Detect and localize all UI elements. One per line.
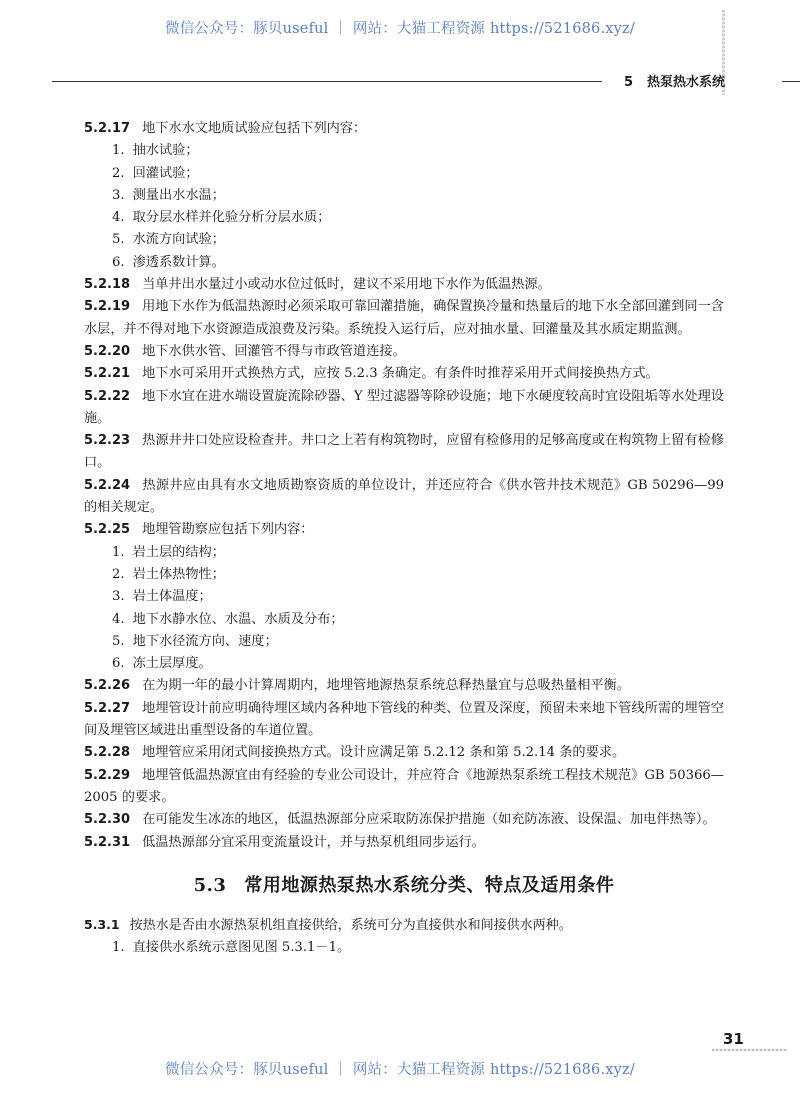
list-item-text: 渗透系数计算。 [132, 254, 225, 270]
clause-text: 热源井井口处应设检查井。井口之上若有构筑物时，应留有检修用的足够高度或在构筑物上留有检修口。 [84, 433, 724, 471]
clause-5-2-31 [84, 832, 724, 854]
clause-text: 地下水宜在进水端设置旋流除砂器、Y 型过滤器等除砂设施；地下水硬度较高时宜设阻垢等水处理设施。 [84, 388, 724, 426]
watermark-bottom: 微信公众号：豚贝useful ｜ 网站：大猫工程资源 https://521686.xyz/ [165, 1062, 635, 1078]
clause-5-2-29 [84, 765, 724, 810]
clause-5-2-20 [84, 341, 724, 363]
list-item-number: 2. [112, 165, 125, 181]
list-item-text: 冻土层厚度。 [132, 656, 212, 672]
section-title-text: 常用地源热泵热水系统分类、特点及适用条件 [244, 874, 615, 896]
list-item [84, 653, 724, 675]
page-number-ornament [712, 1049, 788, 1051]
clause-5-2-30 [84, 809, 724, 831]
clause-5-2-21 [84, 363, 724, 385]
list-item-number: 4. [112, 611, 125, 627]
list-item-number: 3. [112, 187, 125, 203]
clause-text: 按热水是否由水源热泵机组直接供给，系统可分为直接供水和间接供水两种。 [129, 917, 572, 933]
clause-5-2-28 [84, 742, 724, 764]
clause-5-2-17 [84, 118, 724, 140]
list-item-number: 6. [112, 656, 125, 672]
list-item-number: 5. [112, 633, 125, 649]
section-heading [84, 871, 724, 897]
clause-5-2-19 [84, 296, 724, 341]
list-item [84, 207, 724, 229]
chapter-number: 5 [624, 75, 634, 90]
chapter-name: 热泵热水系统 [647, 75, 726, 90]
clause-text: 用地下水作为低温热源时必须采取可靠回灌措施，确保置换冷量和热量后的地下水全部回灌到同一含水层，并不得对地下水资源造成浪费及污染。系统投入运行后，应对抽水量、回灌量及其水质定期监测。 [84, 299, 724, 337]
clause-number: 5.2.31 [84, 834, 131, 850]
list-item-text: 取分层水样并化验分析分层水质； [132, 210, 331, 226]
page-body [84, 118, 724, 959]
list-item-number: 2. [112, 566, 125, 582]
list-item [84, 631, 724, 653]
clause-number: 5.2.28 [84, 745, 131, 761]
clause-text: 当单井出水量过小或动水位过低时，建议不采用地下水作为低温热源。 [142, 277, 551, 293]
clause-text: 地下水供水管、回灌管不得与市政管道连接。 [142, 343, 406, 359]
clause-5-3-1 [84, 914, 724, 937]
list-item [84, 937, 724, 959]
list-item-number: 3. [112, 589, 125, 605]
clause-list [84, 118, 724, 854]
list-item-text: 测量出水水温； [132, 187, 225, 203]
section-number: 5.3 [193, 874, 227, 896]
page-number: 31 [723, 1030, 744, 1048]
chapter-title [624, 71, 725, 90]
clause-number: 5.2.17 [84, 121, 131, 136]
clause-number: 5.2.29 [84, 767, 131, 783]
clause-text: 地埋管勘察应包括下列内容： [142, 522, 314, 538]
list-item-text: 地下水静水位、水温、水质及分布； [132, 611, 344, 627]
clause-5-2-25 [84, 519, 724, 541]
list-item-number: 5. [112, 232, 125, 248]
list-item-text: 岩土体温度； [132, 589, 212, 605]
clause-text: 地埋管设计前应明确待埋区域内各种地下管线的种类、位置及深度，预留未来地下管线所需的埋管空间及埋管区域进出重型设备的车道位置。 [84, 700, 724, 739]
clause-number: 5.2.25 [84, 522, 131, 538]
list-item-number: 1. [112, 544, 125, 560]
list-item [84, 185, 724, 207]
section-clause-list [84, 914, 724, 959]
running-header [52, 71, 792, 91]
list-item-text: 抽水试验； [132, 143, 199, 159]
header-rule-right [782, 81, 800, 82]
clause-5-2-18 [84, 274, 724, 296]
clause-text: 地下水可采用开式换热方式，应按 5.2.3 条确定。有条件时推荐采用开式间接换热方式。 [142, 366, 659, 382]
list-item [84, 252, 724, 274]
list-item [84, 163, 724, 185]
clause-text: 热源井应由具有水文地质勘察资质的单位设计，并还应符合《供水管井技术规范》GB 50296—99的相关规定。 [84, 477, 724, 516]
list-item [84, 586, 724, 608]
list-item-text: 岩土层的结构； [132, 544, 225, 560]
clause-text: 地下水水文地质试验应包括下列内容： [142, 121, 367, 136]
list-item-number: 1. [112, 143, 125, 159]
clause-5-2-23 [84, 430, 724, 475]
list-item [84, 229, 724, 251]
list-item [84, 140, 724, 162]
clause-number: 5.3.1 [84, 916, 120, 932]
list-item-text: 直接供水系统示意图见图 5.3.1－1。 [132, 939, 351, 955]
clause-number: 5.2.22 [84, 388, 131, 404]
clause-text: 在可能发生冰冻的地区，低温热源部分应采取防冻保护措施（如充防冻液、设保温、加电伴热等）。 [142, 812, 716, 828]
header-rule-left [52, 81, 602, 82]
list-item-text: 地下水径流方向、速度； [132, 633, 278, 649]
list-item-number: 1. [112, 939, 125, 955]
clause-number: 5.2.24 [84, 477, 131, 493]
clause-5-2-27 [84, 698, 724, 743]
list-item-text: 岩土体热物性； [132, 566, 225, 582]
clause-5-2-24 [84, 475, 724, 520]
clause-number: 5.2.20 [84, 343, 131, 359]
clause-text: 地埋管低温热源宜由有经验的专业公司设计，并应符合《地源热泵系统工程技术规范》GB 50366—2005 的要求。 [84, 767, 724, 805]
clause-number: 5.2.19 [84, 299, 131, 315]
clause-5-2-26 [84, 675, 724, 697]
clause-number: 5.2.21 [84, 366, 131, 382]
clause-text: 地埋管应采用闭式间接换热方式。设计应满足第 5.2.12 条和第 5.2.14 条的要求。 [142, 745, 626, 761]
clause-text: 在为期一年的最小计算周期内，地埋管地源热泵系统总释热量宜与总吸热量相平衡。 [142, 678, 630, 694]
clause-number: 5.2.27 [84, 700, 131, 716]
list-item [84, 564, 724, 586]
list-item [84, 609, 724, 631]
clause-number: 5.2.23 [84, 433, 131, 449]
clause-number: 5.2.26 [84, 678, 131, 694]
list-item [84, 542, 724, 564]
clause-text: 低温热源部分宜采用变流量设计，并与热泵机组同步运行。 [142, 834, 485, 850]
clause-number: 5.2.30 [84, 812, 131, 828]
list-item-number: 4. [112, 210, 125, 226]
clause-number: 5.2.18 [84, 277, 131, 293]
watermark-top: 微信公众号：豚贝useful ｜ 网站：大猫工程资源 https://521686.xyz/ [165, 21, 635, 37]
list-item-number: 6. [112, 254, 125, 270]
clause-5-2-22 [84, 386, 724, 431]
list-item-text: 回灌试验； [132, 165, 199, 181]
list-item-text: 水流方向试验； [132, 232, 225, 248]
